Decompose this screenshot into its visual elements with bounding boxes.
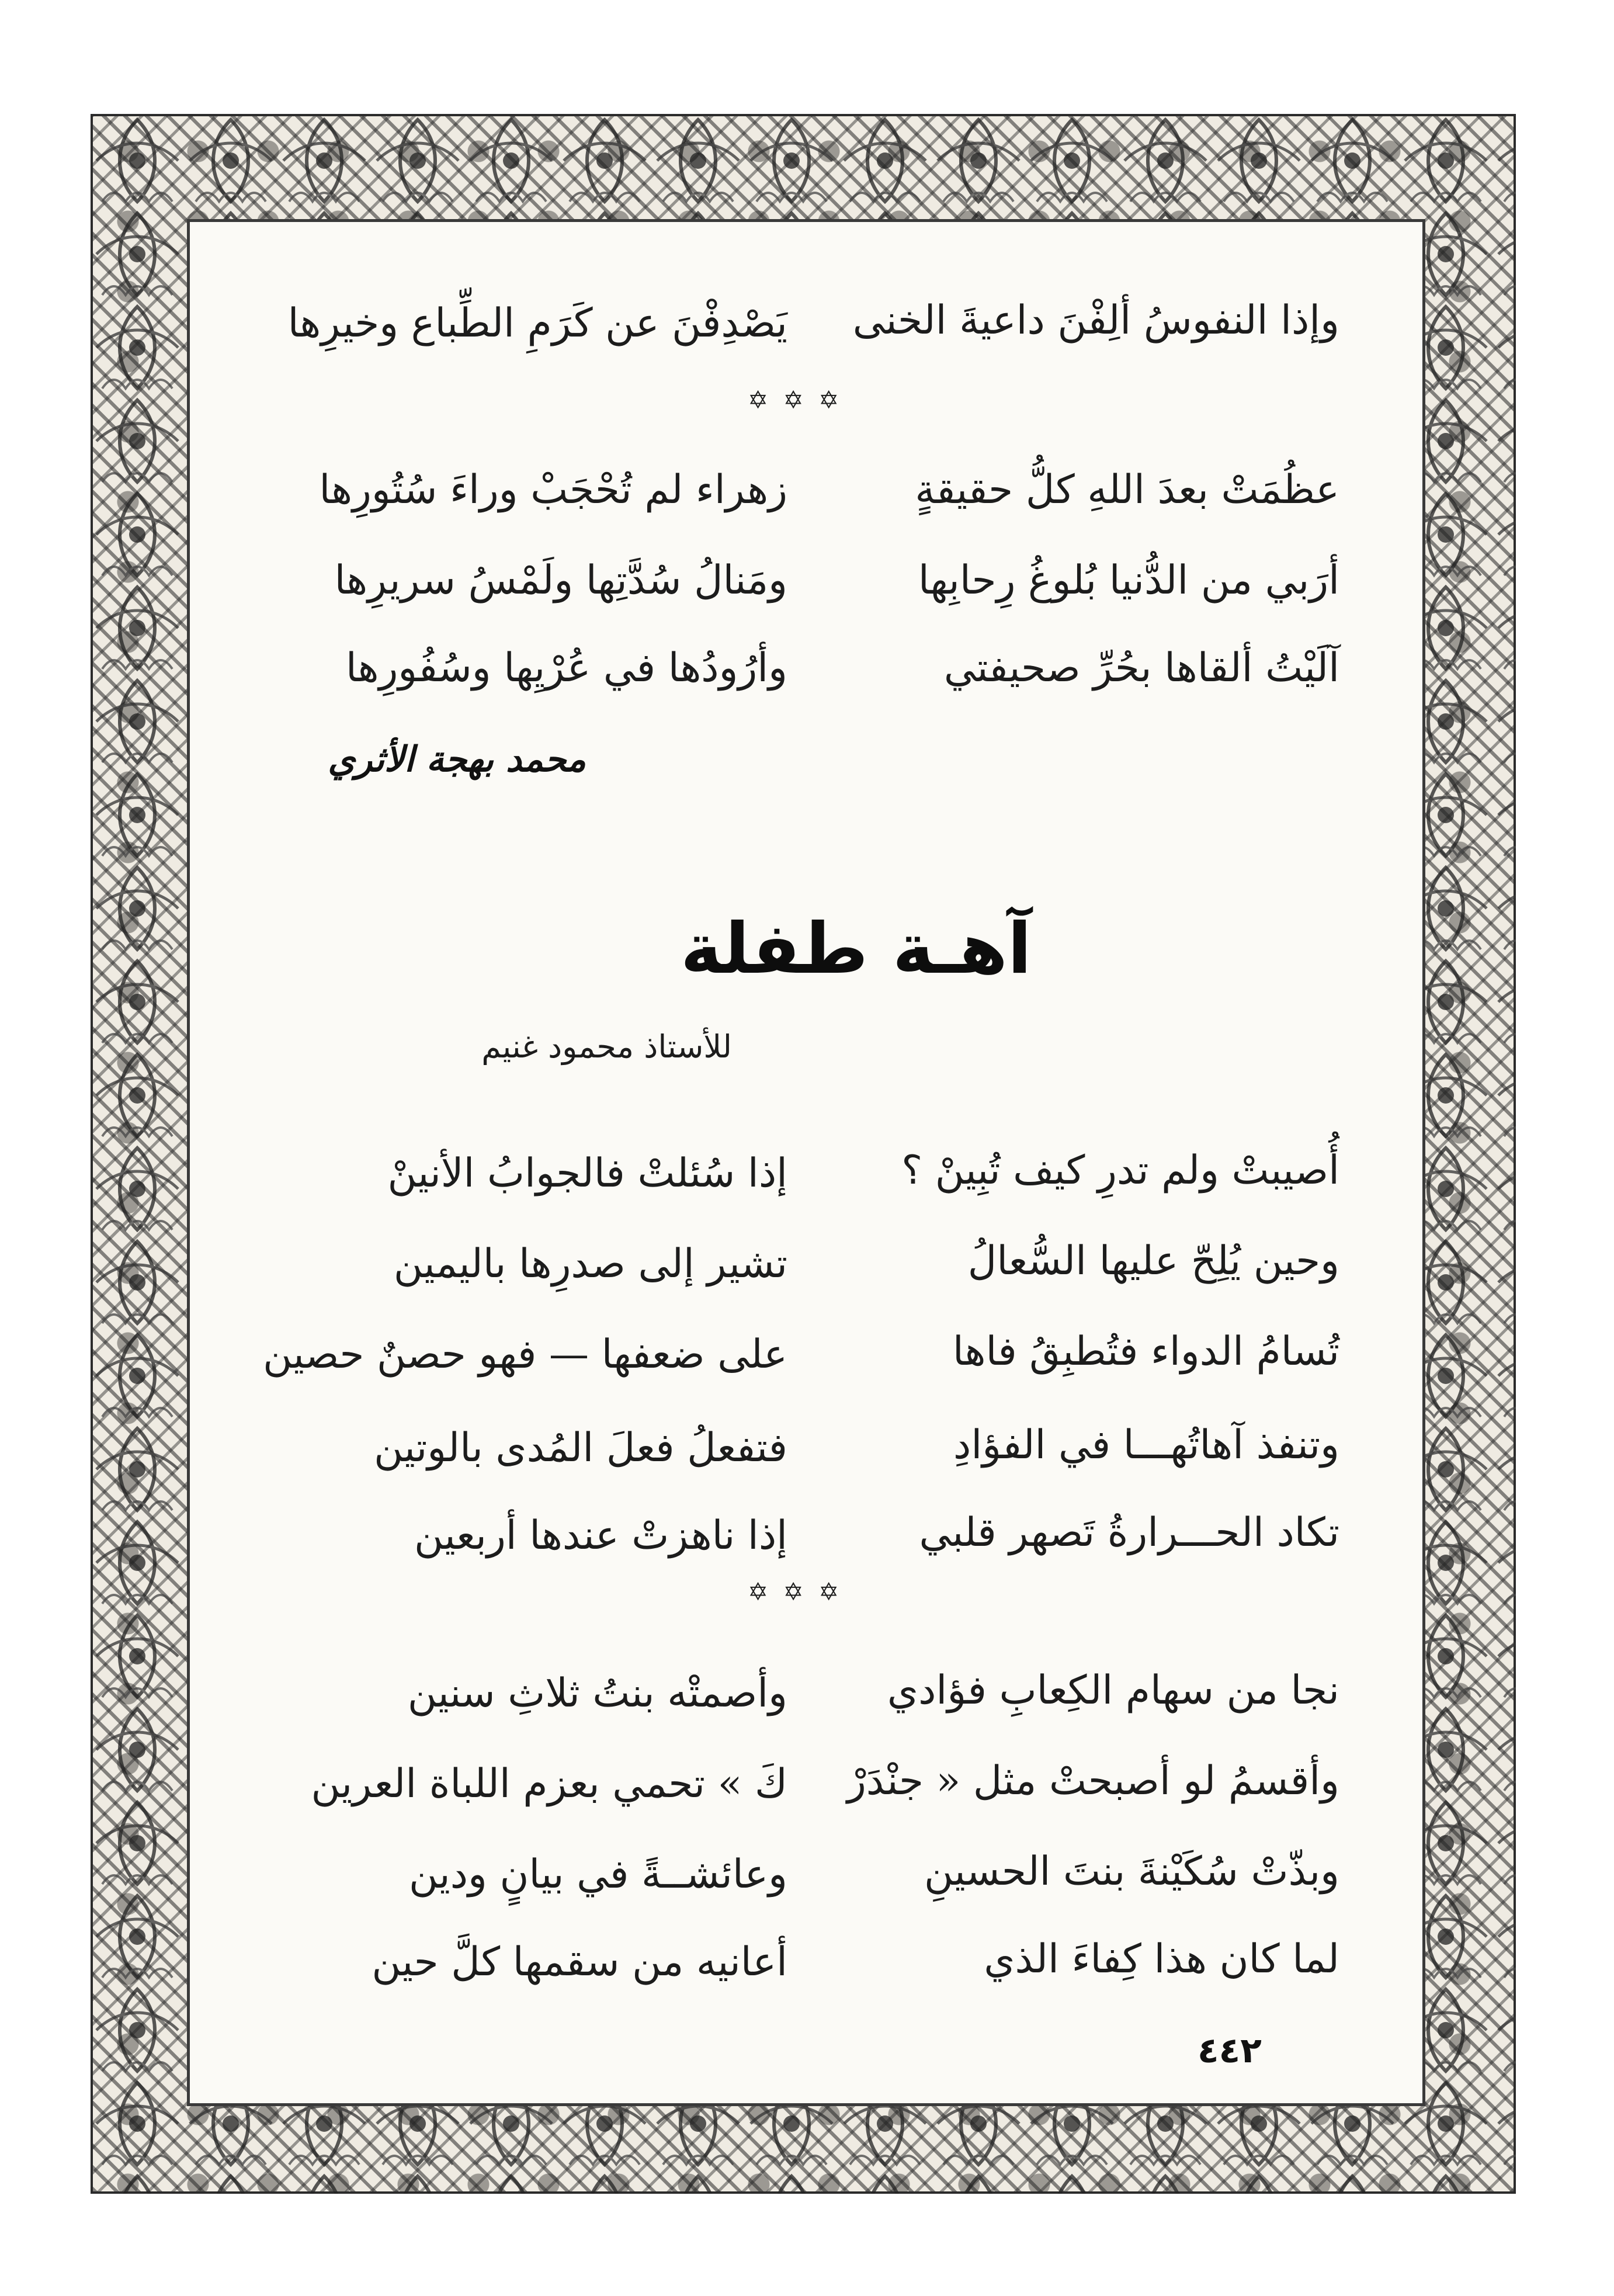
stanza1-verse-3-second-hemistich: على ضعفها — فهو حصنٌ حصين bbox=[263, 1331, 787, 1378]
stanza2-verse-1-second-hemistich: وأصمتْه بنتُ ثلاثِ سنين bbox=[407, 1670, 787, 1716]
stanza2-verse-2-first-hemistich: وأقسمُ لو أصبحتْ مثل « جنْدَرْ bbox=[846, 1758, 1339, 1804]
poet-signature: محمد بهجة الأثري bbox=[328, 739, 586, 780]
stanza2-verse-3-first-hemistich: وبذّتْ سُكَيْنةَ بنتَ الحسينِ bbox=[924, 1848, 1339, 1895]
verse-3-second-hemistich: ومَنالُ سُدَّتِها ولَمْسُ سريرِها bbox=[334, 557, 787, 604]
verse-2-second-hemistich: زهراء لم تُحْجَبْ وراءَ سُتُورِها bbox=[319, 467, 787, 513]
stanza1-verse-3-first-hemistich: تُسامُ الدواء فتُطبِقُ فاها bbox=[952, 1329, 1339, 1375]
verse-3-first-hemistich: أرَبي من الدُّنيا بُلوغُ رِحابِها bbox=[918, 557, 1339, 604]
stanza1-verse-5-second-hemistich: إذا ناهزتْ عندها أربعين bbox=[414, 1513, 787, 1559]
verse-1-second-hemistich: يَصْدِفْنَ عن كَرَمِ الطِّباع وخيرِها bbox=[287, 300, 787, 346]
stanza2-verse-4-first-hemistich: لما كان هذا كِفاءَ الذي bbox=[984, 1936, 1339, 1982]
stanza1-verse-1-second-hemistich: إذا سُئلتْ فالجوابُ الأنينْ bbox=[387, 1150, 787, 1196]
verse-4-first-hemistich: آلَيْتُ ألقاها بحُرِّ صحيفتي bbox=[943, 645, 1339, 691]
verse-1-first-hemistich: وإذا النفوسُ ألِفْنَ داعيةَ الخنى bbox=[852, 297, 1339, 344]
stanza1-verse-2-first-hemistich: وحين يُلِحّ عليها السُّعالُ bbox=[967, 1238, 1339, 1284]
page-number: ٤٤٢ bbox=[1198, 2030, 1262, 2071]
stanza1-verse-4-first-hemistich: وتنفذ آهاتُهـــا في الفؤادِ bbox=[953, 1422, 1339, 1468]
section-separator-stars: ✡ ✡ ✡ bbox=[748, 386, 843, 414]
stanza1-verse-1-first-hemistich: أُصيبتْ ولم تدرِ كيف تُبِينْ ؟ bbox=[901, 1147, 1339, 1194]
poem-title: آهـة طفلة bbox=[681, 908, 1032, 990]
section-separator-stars-2: ✡ ✡ ✡ bbox=[748, 1577, 843, 1606]
verse-4-second-hemistich: وأرُودُها في عُرْيِها وسُفُورِها bbox=[345, 645, 787, 691]
stanza2-verse-3-second-hemistich: وعائشــةً في بيانٍ ودين bbox=[409, 1851, 787, 1898]
stanza1-verse-5-first-hemistich: تكاد الحـــرارةُ تَصهر قلبي bbox=[919, 1510, 1339, 1556]
stanza2-verse-4-second-hemistich: أعانيه من سقمها كلَّ حين bbox=[372, 1939, 787, 1985]
stanza1-verse-2-second-hemistich: تشير إلى صدرِها باليمين bbox=[393, 1241, 787, 1287]
stanza2-verse-2-second-hemistich: كَ » تحمي بعزم اللباة العرين bbox=[311, 1761, 787, 1807]
stanza1-verse-4-second-hemistich: فتفعلُ فعلَ المُدى بالوتين bbox=[374, 1425, 787, 1471]
verse-2-first-hemistich: عظُمَتْ بعدَ اللهِ كلُّ حقيقةٍ bbox=[915, 467, 1339, 513]
stanza2-verse-1-first-hemistich: نجا من سهام الكِعابِ فؤادي bbox=[887, 1667, 1339, 1714]
poem-author: للأستاذ محمود غنيم bbox=[481, 1028, 732, 1065]
